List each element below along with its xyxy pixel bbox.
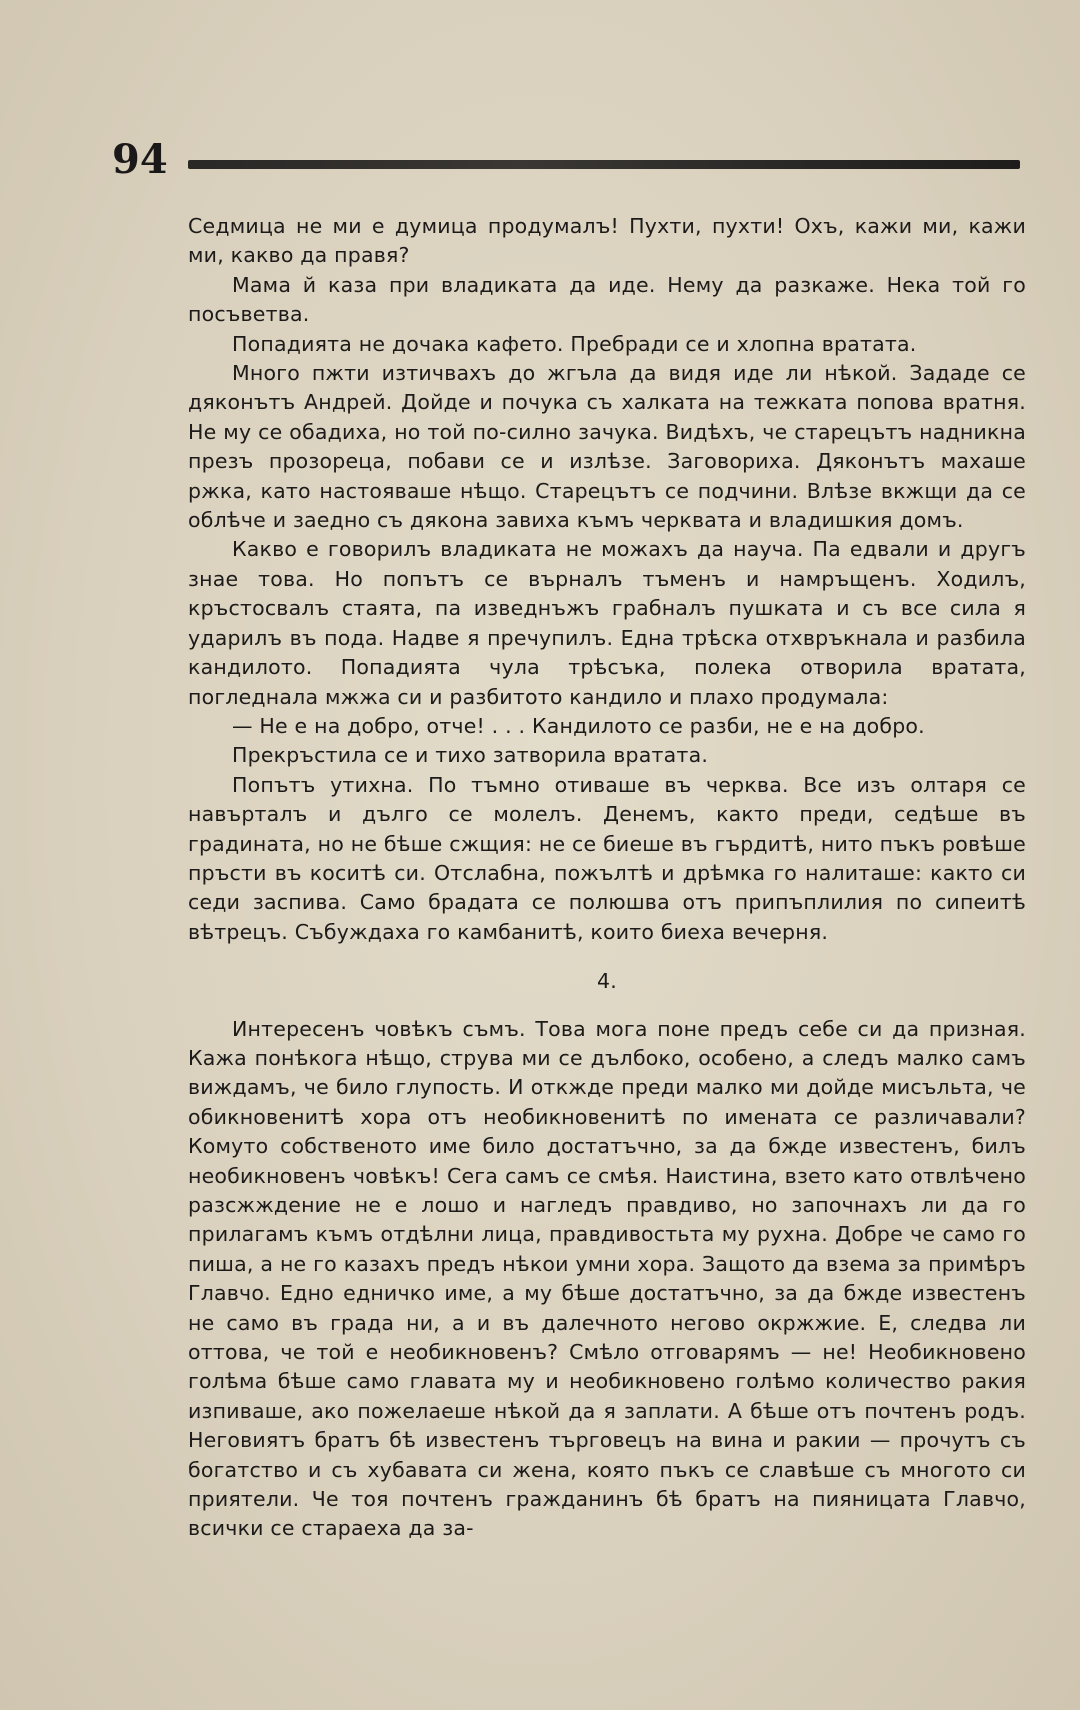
page-number: 94 [112,136,168,183]
paragraph: Седмица не ми е думица продумалъ! Пухти, пухти! Охъ, кажи ми, кажи ми, какво да правя? [188,214,1026,268]
paragraph: Попътъ утихна. По тъмно отиваше въ черква. Все изъ олтаря се навърталъ и дълго се молелъ. Денемъ, както преди, седѣше въ градината, но не бѣше сжщия: не се биеше въ гърдитѣ, нито пъкъ ровѣше пръсти въ коситѣ си. Отслабна, пожълтѣ и дрѣмка го налиташе: както си седи заспива. Само брадата се полюшва отъ припъплилия по сипеитѣ вѣтрецъ. Събуждаха го камбанитѣ, които биеха вечерня. [188,772,1026,944]
paragraph: Прекръстила се и тихо затворила вратата. [232,743,709,768]
page-header [112,136,1022,186]
paragraph: Какво е говорилъ владиката не можахъ да науча. Па едвали и другъ знае това. Но попътъ се върналъ тъменъ и намръщенъ. Ходилъ, кръстосвалъ стаята, па изведнъжъ грабналъ пушката и съ все сила я ударилъ въ пода. Надве я пречупилъ. Една трѣска отхвръкнала и разбила кандилото. Попадията чула трѣсъка, полека отворила вратата, погледнала мжжа си и разбитото кандило и плахо продумала: [188,537,1026,709]
paragraph: Попадията не дочака кафето. Пребради се и хлопна вратата. [232,331,917,356]
body-text [188,212,1026,1544]
paragraph: Мама й каза при владиката да иде. Нему да разкаже. Нека той го посъветва. [188,272,1026,327]
section-number: 4. [597,969,617,994]
paragraph: Много пжти изтичвахъ до жгъла да видя иде ли нѣкой. Зададе се дяконътъ Андрей. Дойде и почука съ халката на тежката попова вратня. Не му се обадиха, но той по-силно зачука. Видѣхъ, че старецътъ надникна презъ прозореца, побави се и излѣзе. Заговориха. Дяконътъ махаше ржка, като настояваше нѣщо. Старецътъ се подчини. Влѣзе вкжщи да се облѣче и заедно съ дякона завиха къмъ черквата и владишкия домъ. [188,361,1026,533]
header-rule [188,160,1020,169]
dialogue-line: — Не е на добро, отче! . . . Кандилото се разби, не е на добро. [232,713,925,738]
paragraph: Интересенъ човѣкъ съмъ. Това мога поне предъ себе си да призная. Кажа понѣкога нѣщо, струва ми се дълбоко, особено, а следъ малко самъ виждамъ, че било глупость. И откжде преди малко ми дойде мисъльта, че обикновенитѣ хора отъ необикновенитѣ по имената се различавали? Комуто собственото име било достатъчно, за да бжде известенъ, билъ необикновенъ човѣкъ! Сега самъ се смѣя. Наистина, взето като отвлѣчено разсжждение не е лошо и нагледъ правдиво, но започнахъ ли да го прилагамъ къмъ отдѣлни лица, правдивостьта му рухна. Добре че само го пиша, а не го казахъ предъ нѣкои умни хора. Защото да взема за примѣръ Главчо. Едно едничко име, а му бѣше достатъчно, за да бжде известенъ не само въ града ни, а и въ далечното негово окржжие. Е, следва ли оттова, че той е необикновенъ? Смѣло отговарямъ — не! Необикновено голѣма бѣше само главата му и необикновено голѣмо количество ракия изпиваше, ако пожелаеше нѣкой да я заплати. А бѣше отъ почтенъ родъ. Неговиятъ братъ бѣ известенъ търговецъ на вина и ракии — прочутъ съ богатство и съ хубавата си жена, която пъкъ се славѣше съ многото си приятели. Че тоя почтенъ гражданинъ бѣ братъ на пияницата Главчо, всички се стараеха да за- [188,1016,1026,1541]
